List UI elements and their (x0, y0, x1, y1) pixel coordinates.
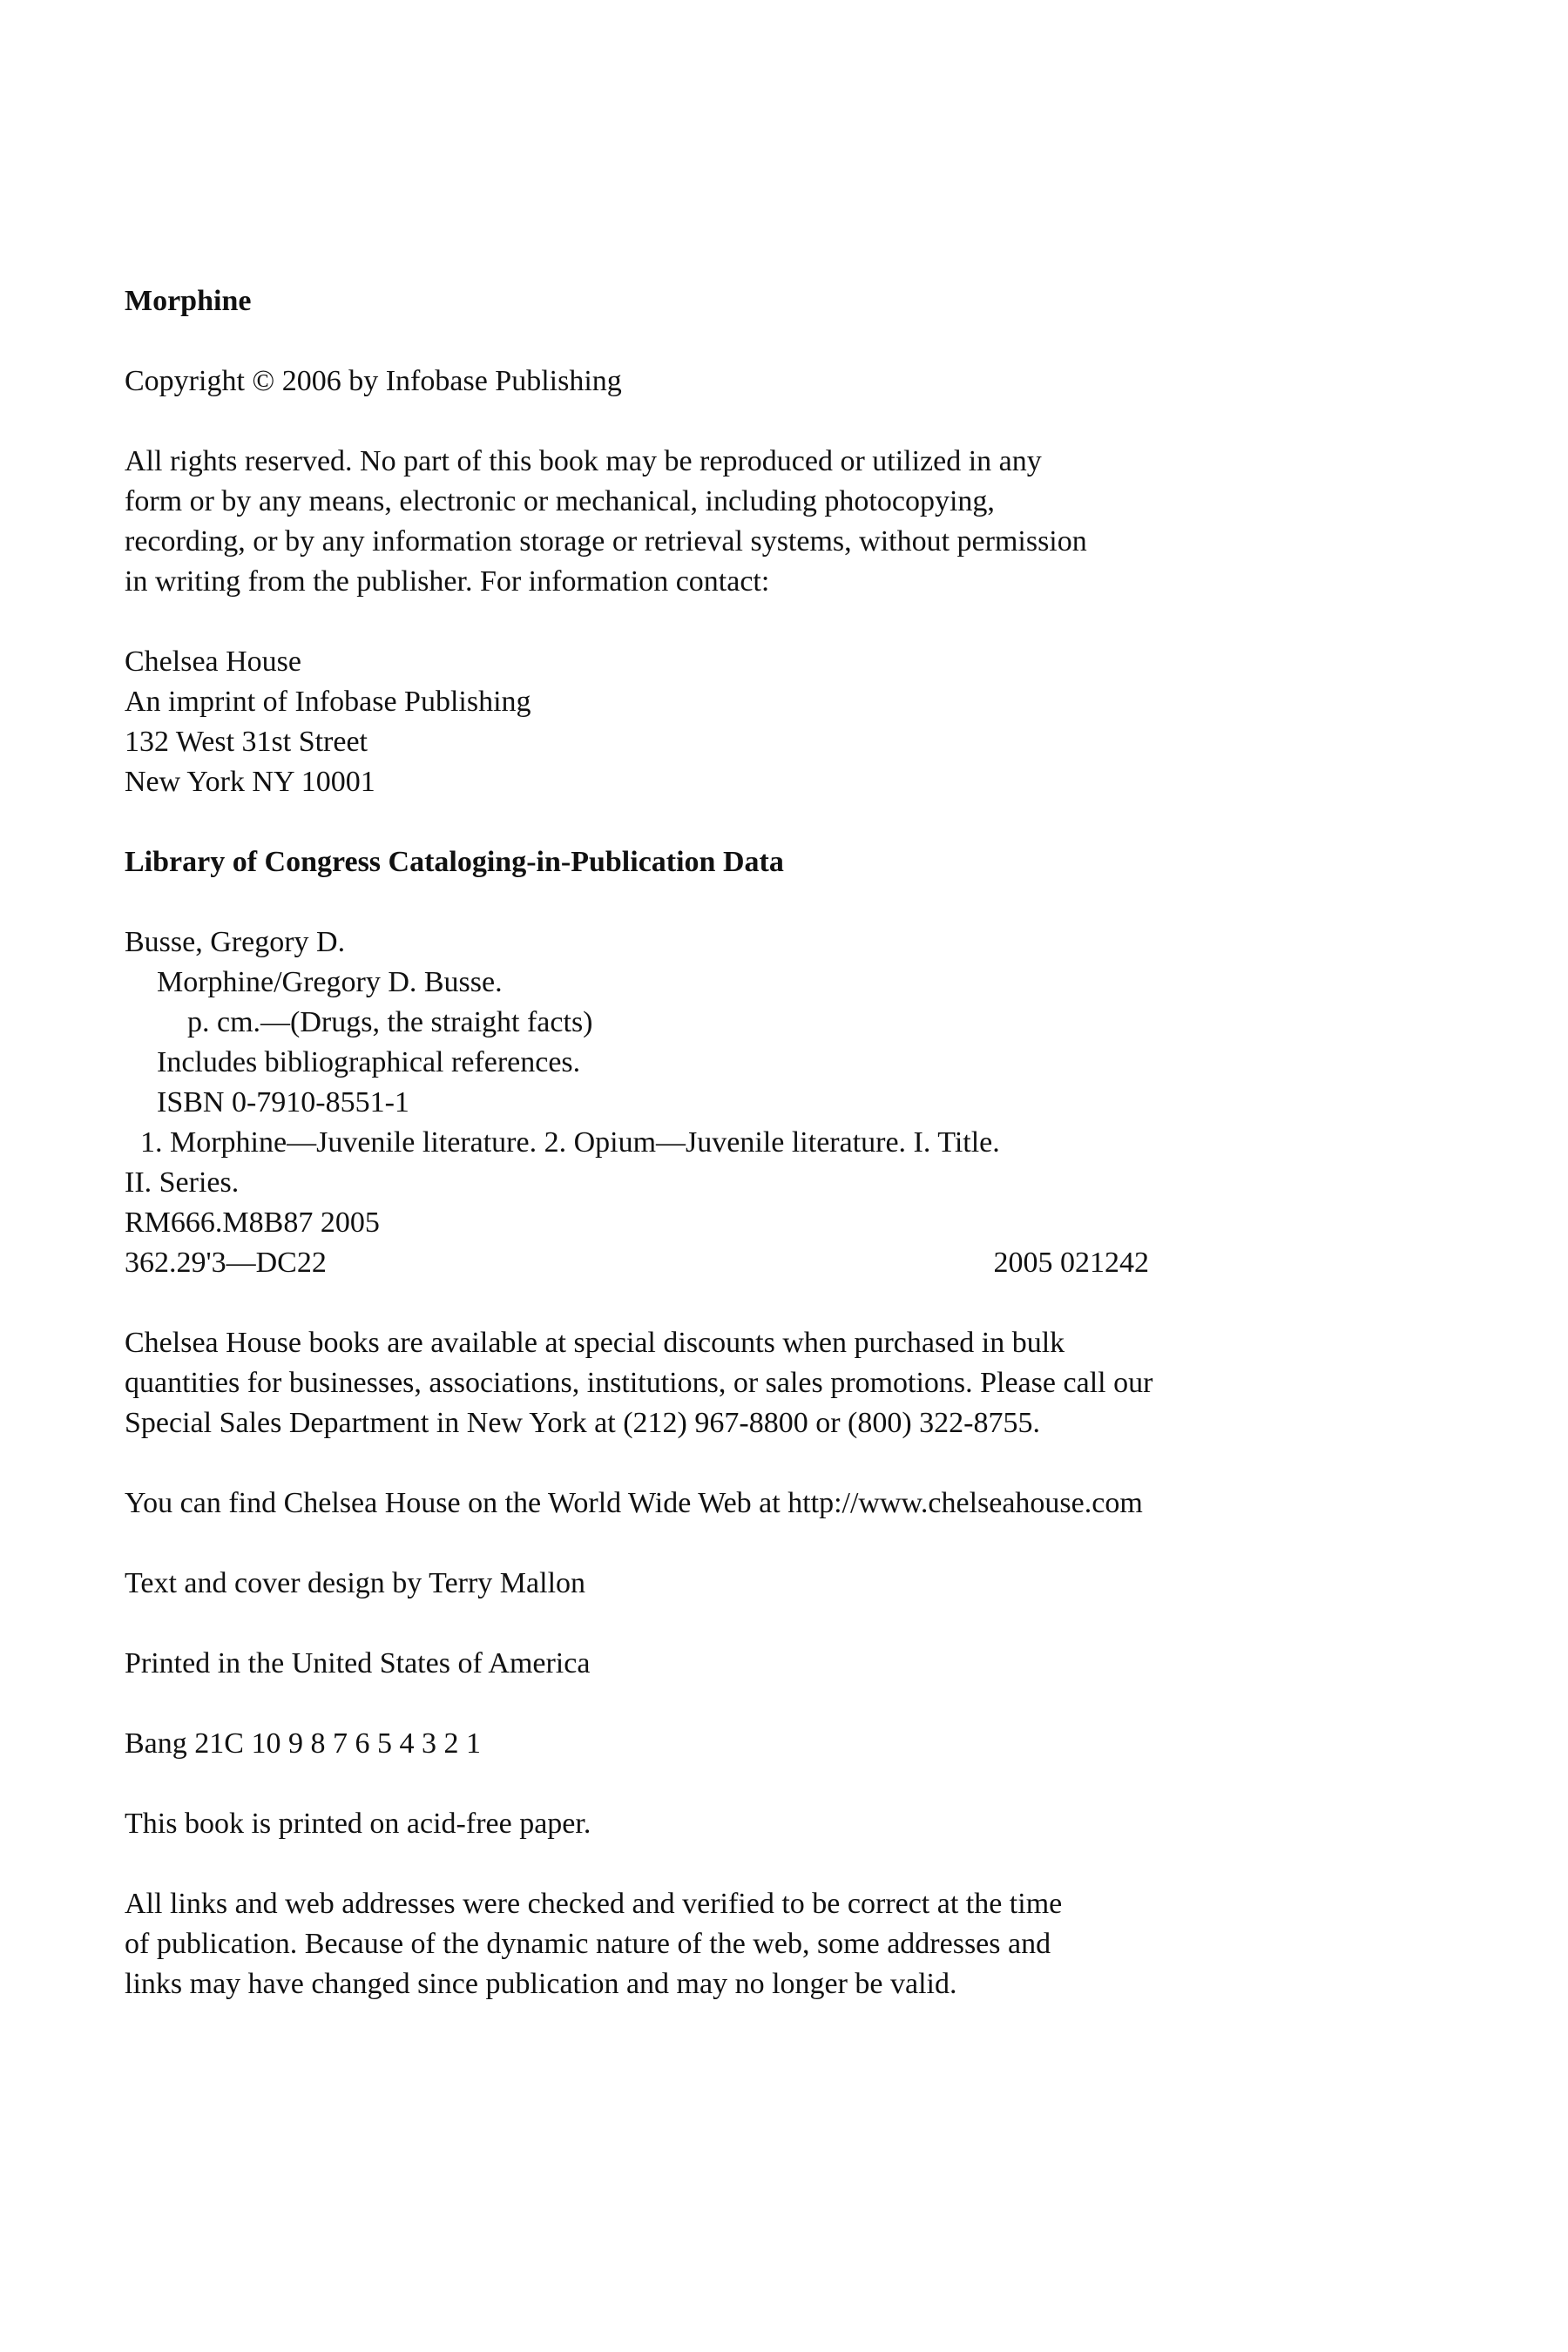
paper-note: This book is printed on acid-free paper. (125, 1808, 591, 1840)
printed-in: Printed in the United States of America (125, 1647, 591, 1680)
cip-title: Morphine/Gregory D. Busse. (157, 966, 503, 998)
cip-heading: Library of Congress Cataloging-in-Publication Data (125, 846, 784, 878)
publisher-address (125, 642, 1196, 802)
cip-lc-class: RM666.M8B87 2005 (125, 1206, 380, 1239)
cip-series: p. cm.—(Drugs, the straight facts) (187, 1006, 593, 1038)
cip-record (125, 923, 1196, 1283)
cip-subjects: 1. Morphine—Juvenile literature. 2. Opium—Juvenile literature. I. Title. (140, 1126, 1000, 1159)
copyright-page (125, 281, 1196, 2004)
links-line: of publication. Because of the dynamic nature of the web, some addresses and (125, 1928, 1051, 1960)
address-line: Chelsea House (125, 645, 302, 678)
links-paragraph (125, 1884, 1196, 2004)
address-line: 132 West 31st Street (125, 726, 368, 758)
web-line: You can find Chelsea House on the World Wide Web at http://www.chelseahouse.com (125, 1487, 1143, 1519)
rights-line: recording, or by any information storage or retrieval systems, without permission (125, 525, 1087, 558)
address-line: An imprint of Infobase Publishing (125, 686, 531, 718)
address-line: New York NY 10001 (125, 766, 375, 798)
cip-dewey: 362.29'3—DC22 (125, 1247, 327, 1279)
sales-line: Special Sales Department in New York at (212) 967-8800 or (800) 322-8755. (125, 1407, 1040, 1439)
rights-line: form or by any means, electronic or mechanical, including photocopying, (125, 485, 995, 517)
printing-line: Bang 21C 10 9 8 7 6 5 4 3 2 1 (125, 1727, 481, 1760)
design-credit: Text and cover design by Terry Mallon (125, 1567, 586, 1599)
rights-line: in writing from the publisher. For information contact: (125, 565, 770, 598)
sales-line: Chelsea House books are available at special discounts when purchased in bulk (125, 1327, 1065, 1359)
cip-subjects-cont: II. Series. (125, 1166, 240, 1199)
sales-paragraph (125, 1323, 1196, 1443)
links-line: All links and web addresses were checked and verified to be correct at the time (125, 1888, 1063, 1920)
cip-lccn: 2005 021242 (993, 1247, 1149, 1279)
cip-biblio: Includes bibliographical references. (157, 1046, 581, 1078)
rights-line: All rights reserved. No part of this book may be reproduced or utilized in any (125, 445, 1042, 477)
rights-paragraph (125, 442, 1196, 602)
sales-line: quantities for businesses, associations, institutions, or sales promotions. Please call our (125, 1367, 1153, 1399)
copyright-line: Copyright © 2006 by Infobase Publishing (125, 365, 622, 397)
links-line: links may have changed since publication and may no longer be valid. (125, 1968, 957, 2000)
cip-isbn: ISBN 0-7910-8551-1 (157, 1086, 409, 1119)
cip-dewey-row (125, 1243, 1149, 1283)
book-title: Morphine (125, 285, 252, 317)
cip-author: Busse, Gregory D. (125, 926, 346, 958)
